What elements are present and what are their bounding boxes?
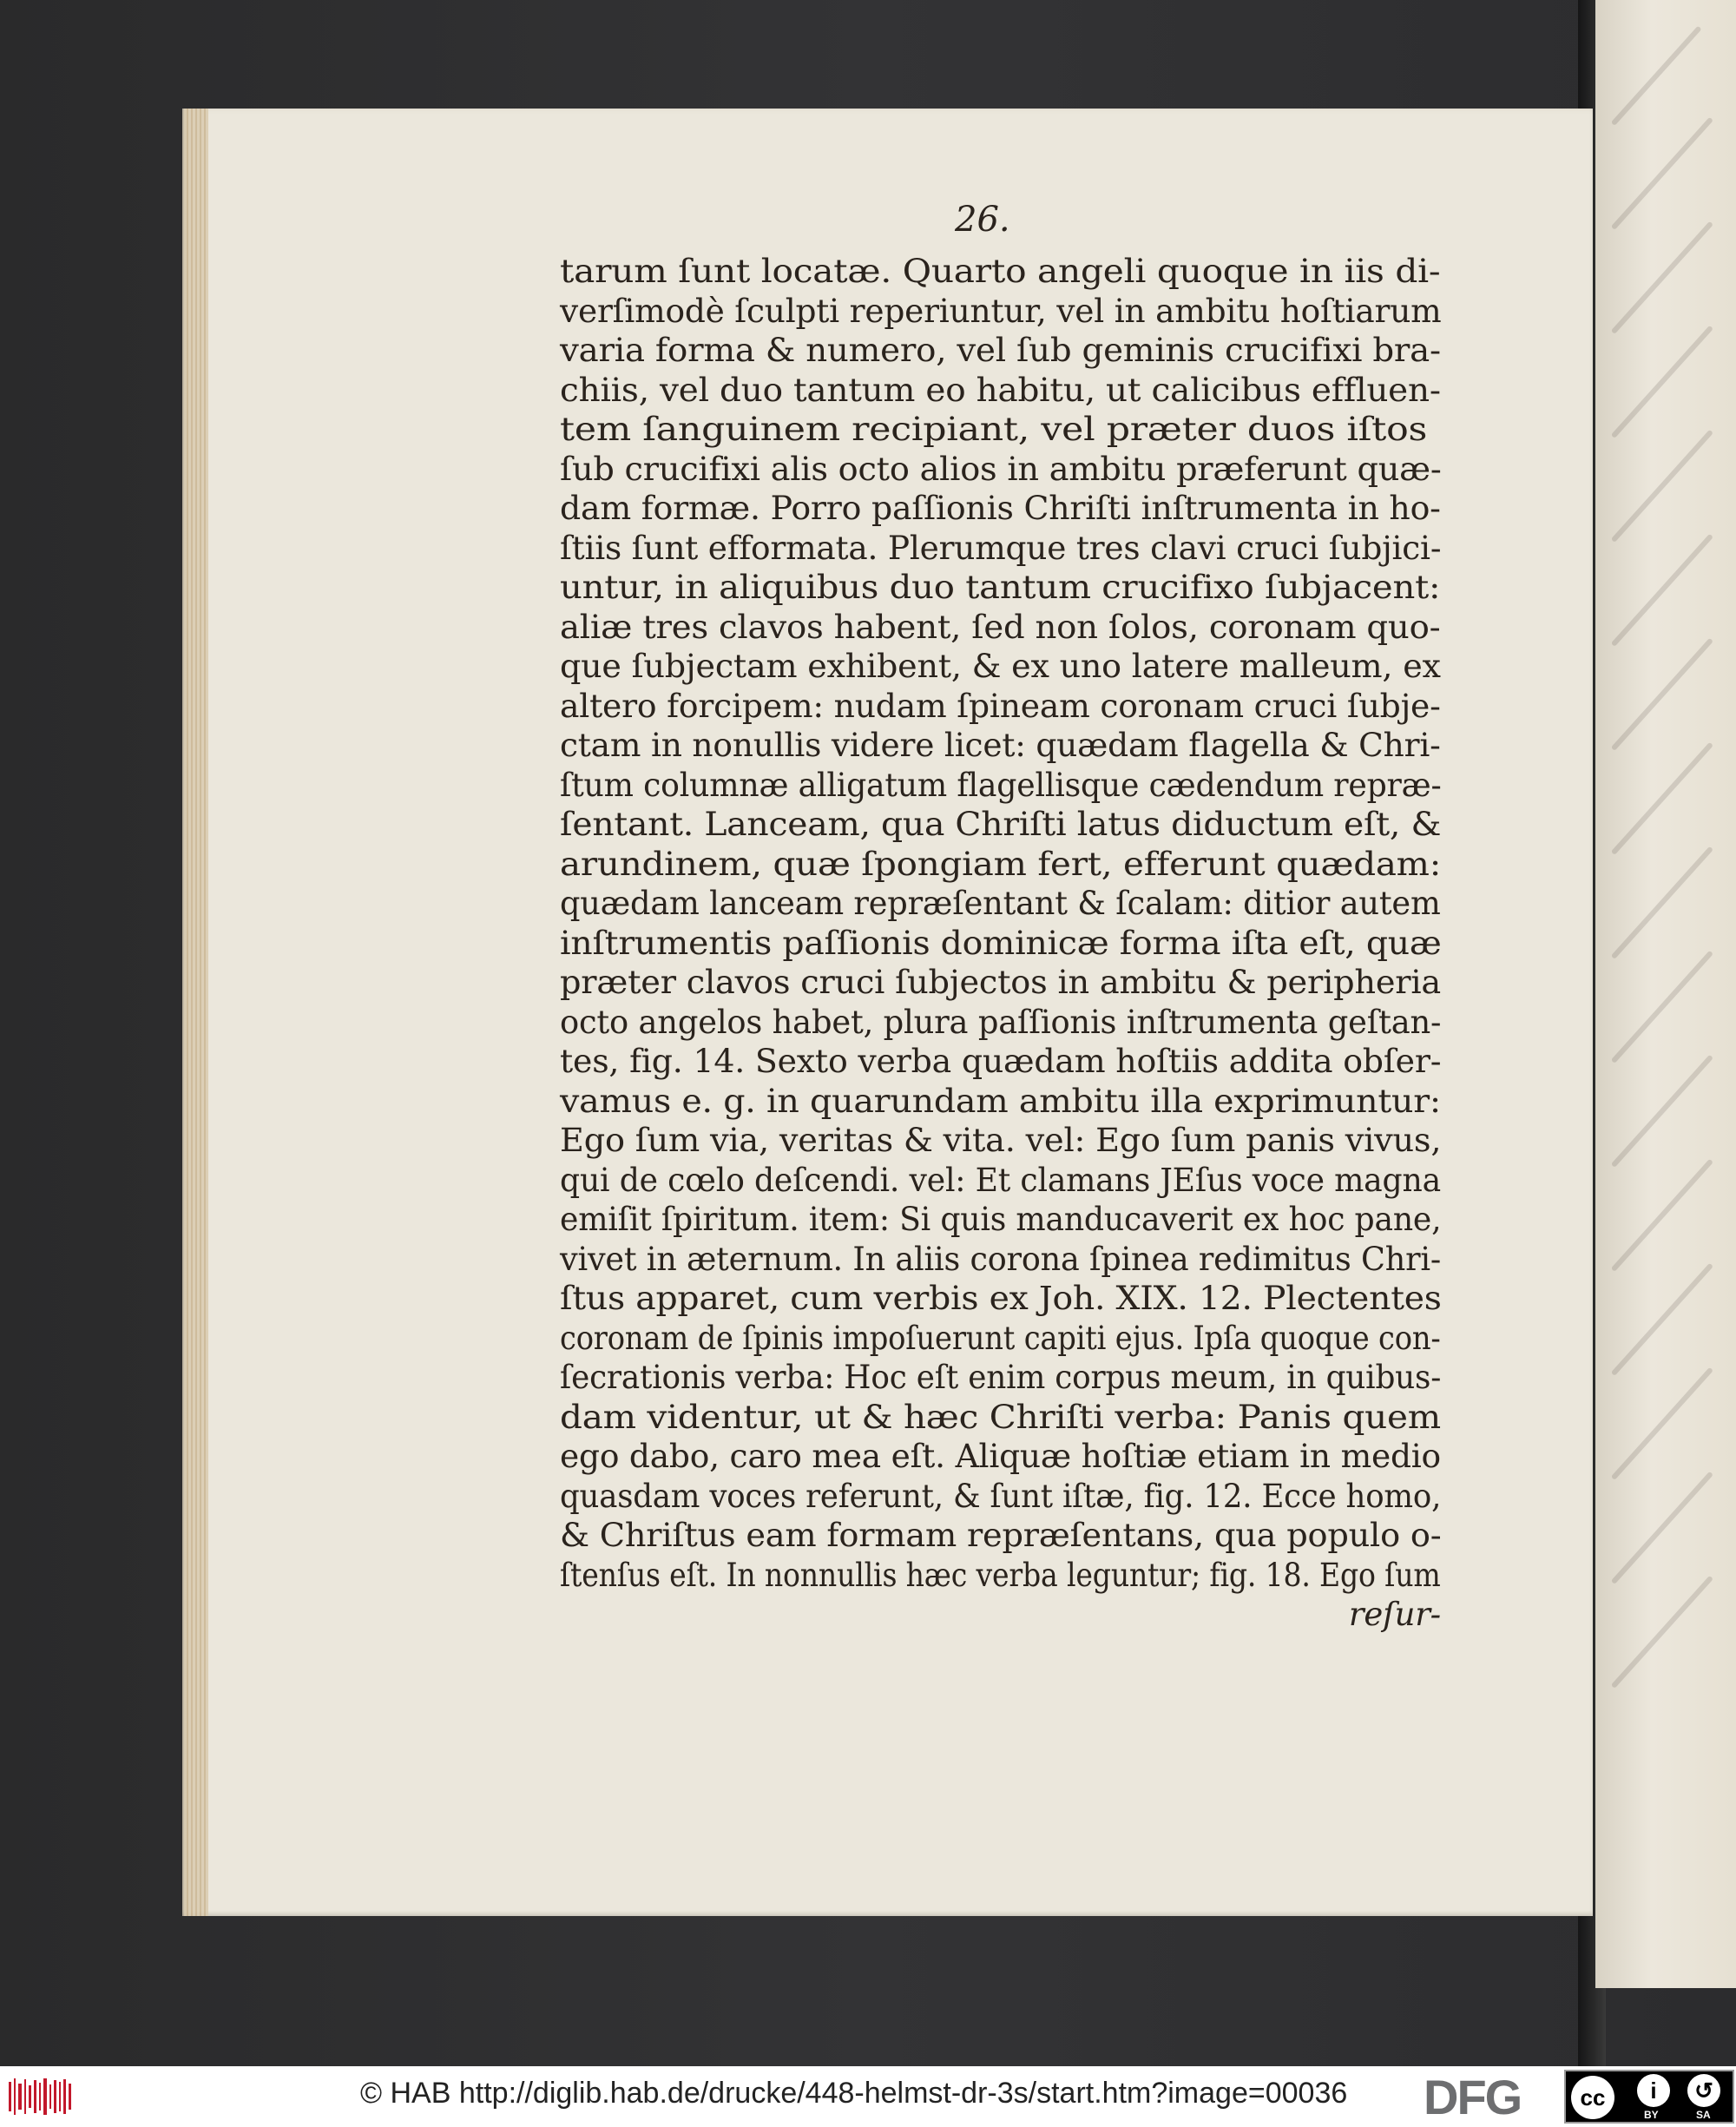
text-line: verſimodè ſculpti reperiuntur, vel in ambitu hoſtiarum bbox=[560, 292, 1442, 330]
text-line: quædam lanceam repræſentant & ſcalam: ditior autem bbox=[560, 885, 1441, 922]
text-line: ſub crucifixi alis octo alios in ambitu præferunt quæ- bbox=[560, 450, 1442, 488]
text-line: ſecrationis verba: Hoc eſt enim corpus meum, in quibus- bbox=[560, 1359, 1442, 1396]
text-line: dam videntur, ut & hæc Chriſti verba: Panis quem bbox=[560, 1398, 1441, 1436]
text-line: ſtiis ſunt efformata. Plerumque tres clavi cruci ſubjici- bbox=[560, 529, 1442, 567]
hab-logo-icon bbox=[7, 2077, 73, 2117]
viewer-footer bbox=[0, 2066, 1736, 2127]
text-line: ſtenſus eſt. In nonnullis hæc verba leguntur; fig. 18. Ego ſum bbox=[560, 1556, 1441, 1594]
text-line: aliæ tres clavos habent, ſed non ſolos, coronam quo- bbox=[560, 608, 1441, 646]
text-line: que ſubjectam exhibent, & ex uno latere malleum, ex bbox=[560, 648, 1441, 685]
text-line: arundinem, quæ ſpongiam fert, efferunt quædam: bbox=[560, 845, 1442, 883]
page-number: 26. bbox=[955, 200, 1010, 240]
text-line: ſentant. Lanceam, qua Chriſti latus diductum eſt, & bbox=[560, 806, 1442, 843]
facing-page-edge bbox=[1595, 0, 1736, 1988]
text-line: coronam de ſpinis impoſuerunt capiti ejus. Ipſa quoque con- bbox=[560, 1319, 1441, 1357]
text-line: præter clavos cruci ſubjectos in ambitu & peripheria bbox=[560, 964, 1441, 1001]
body-text bbox=[560, 252, 1441, 1635]
text-line: octo angelos habet, plura paſſionis inſtrumenta geſtan- bbox=[560, 1003, 1442, 1041]
text-line: tarum ſunt locatæ. Quarto angeli quoque in iis di- bbox=[560, 253, 1441, 290]
text-line: vivet in æternum. In aliis corona ſpinea redimitus Chri- bbox=[560, 1240, 1442, 1278]
share-alike-icon: ↺ bbox=[1687, 2074, 1720, 2107]
dfg-logo: DFG bbox=[1424, 2070, 1522, 2124]
text-line: tem ſanguinem recipiant, vel præter duos iſtos bbox=[560, 411, 1428, 448]
source-credit[interactable]: © HAB http://diglib.hab.de/drucke/448-helmst-dr-3s/start.htm?image=00036 bbox=[360, 2077, 1348, 2110]
cc-license-badge[interactable] bbox=[1564, 2070, 1734, 2124]
text-line: untur, in aliquibus duo tantum crucifixo ſubjacent: bbox=[560, 569, 1441, 606]
text-line: inſtrumentis paſſionis dominicæ forma iſta eſt, quæ bbox=[560, 924, 1442, 962]
text-line: & Chriſtus eam formam repræſentans, qua populo o- bbox=[560, 1517, 1442, 1554]
text-line: dam formæ. Porro paſſionis Chriſti inſtrumenta in ho- bbox=[560, 490, 1441, 527]
by-label: BY bbox=[1644, 2109, 1659, 2121]
text-line: varia forma & numero, vel ſub geminis crucifixi bra- bbox=[560, 332, 1441, 369]
text-line: ctam in nonullis videre licet: quædam flagella & Chri- bbox=[560, 727, 1441, 764]
catchword: reſur- bbox=[1348, 1596, 1441, 1633]
text-line: vamus e. g. in quarundam ambitu illa exprimuntur: bbox=[560, 1082, 1442, 1120]
text-line: emiſit ſpiritum. item: Si quis manducaverit ex hoc pane, bbox=[560, 1201, 1442, 1238]
text-line: ſtum columnæ alligatum flagellisque cædendum repræ- bbox=[560, 766, 1442, 804]
text-line: qui de cœlo deſcendi. vel: Et clamans JEſus voce magna bbox=[560, 1161, 1441, 1199]
text-line: tes, fig. 14. Sexto verba quædam hoſtiis addita obſer- bbox=[560, 1043, 1442, 1080]
cc-label: cc bbox=[1580, 2084, 1606, 2111]
cc-icon bbox=[1571, 2076, 1614, 2119]
sa-label: SA bbox=[1696, 2109, 1711, 2121]
text-line: Ego ſum via, veritas & vita. vel: Ego ſum panis vivus, bbox=[560, 1122, 1442, 1159]
attribution-icon: i bbox=[1637, 2074, 1670, 2107]
page-stack-edge bbox=[184, 109, 208, 1916]
text-line: chiis, vel duo tantum eo habitu, ut calicibus effluen- bbox=[560, 371, 1441, 409]
text-line: altero forcipem: nudam ſpineam coronam cruci ſubje- bbox=[560, 687, 1441, 725]
text-line: quasdam voces referunt, & ſunt iſtæ, fig. 12. Ecce homo, bbox=[560, 1477, 1442, 1515]
text-line: ego dabo, caro mea eſt. Aliquæ hoſtiæ etiam in medio bbox=[560, 1438, 1441, 1475]
text-line: ſtus apparet, cum verbis ex Joh. XIX. 12. Plectentes bbox=[560, 1280, 1442, 1317]
